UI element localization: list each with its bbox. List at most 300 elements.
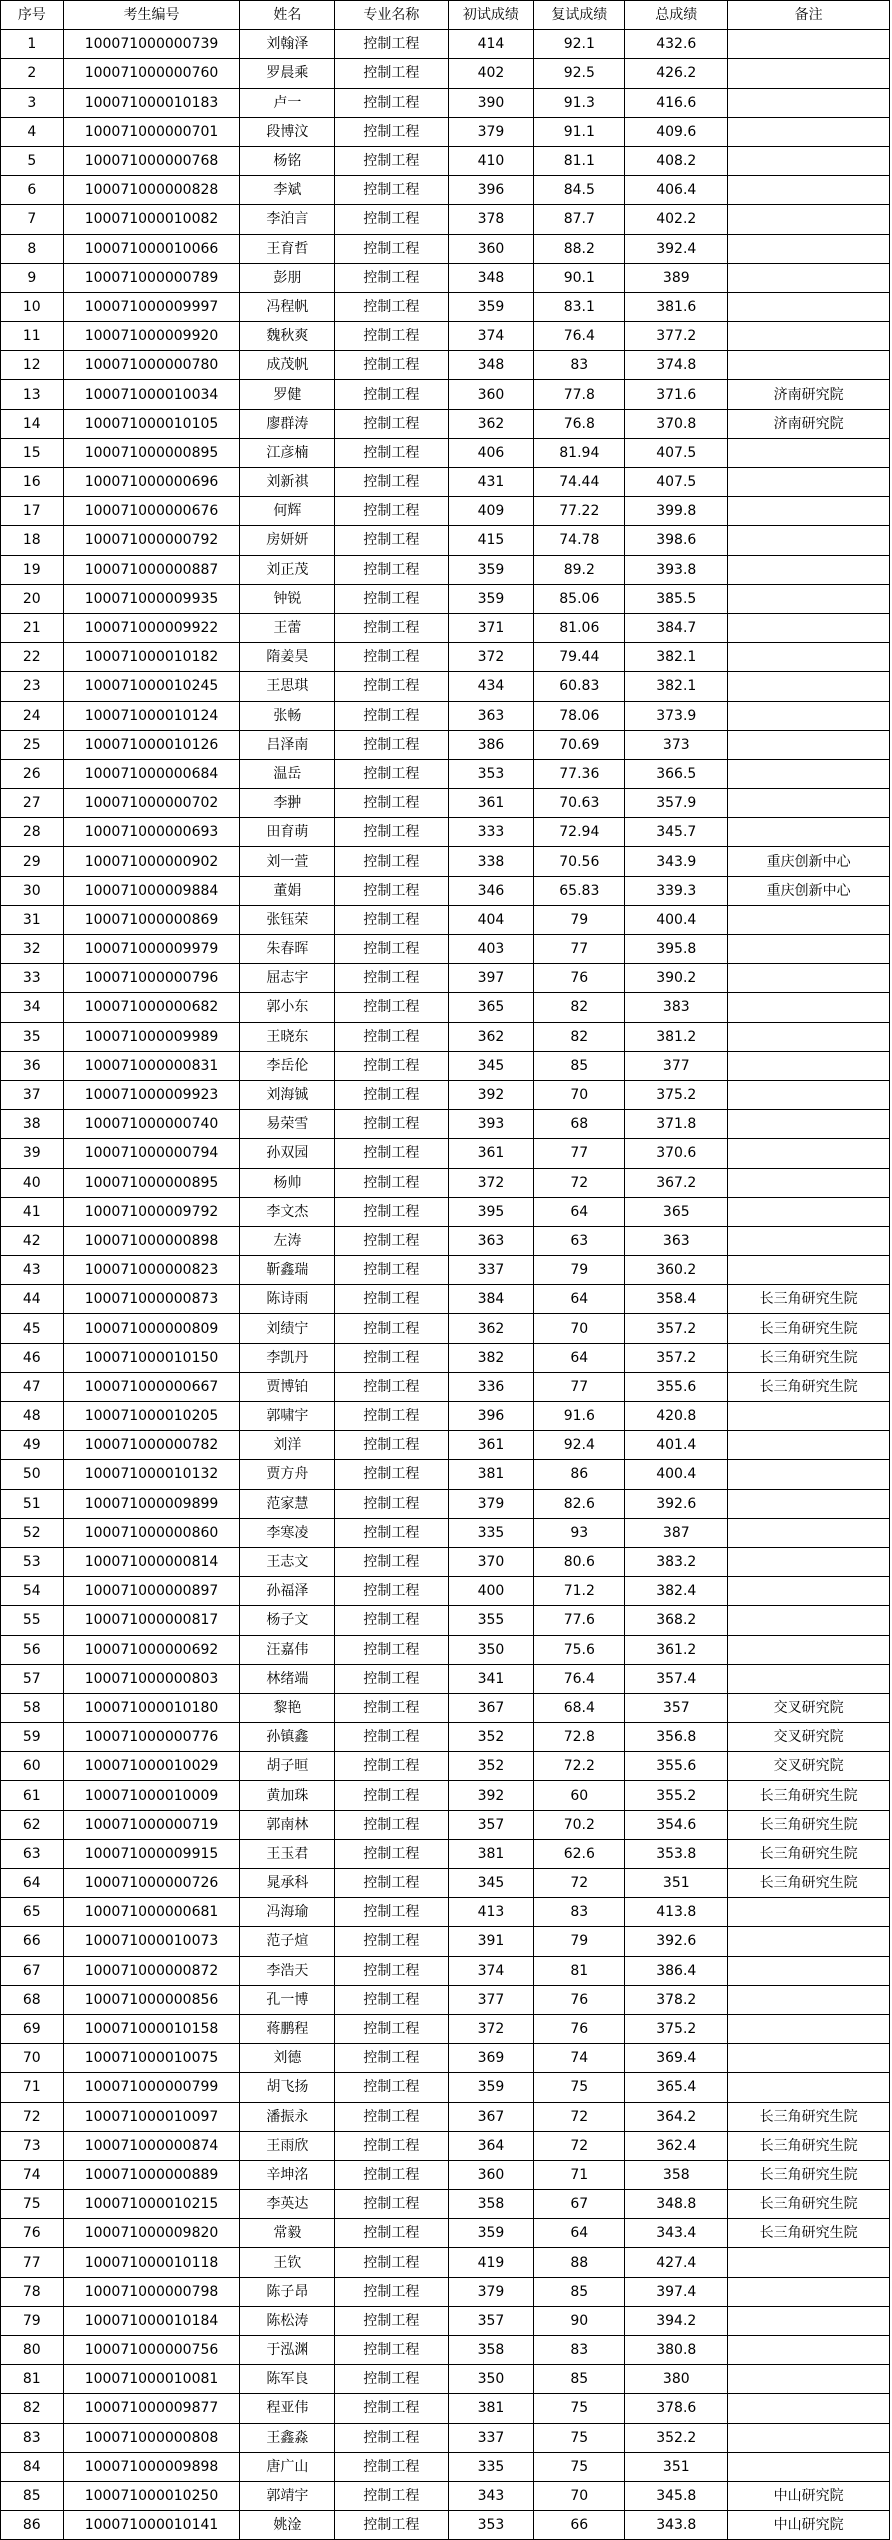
remark-cell: 济南研究院 [728,409,890,438]
total-score-cell: 392.6 [625,1927,728,1956]
name-cell: 段博汶 [240,117,335,146]
exam-id-cell: 100071000000873 [63,1285,240,1314]
name-cell: 隋姜昊 [240,643,335,672]
table-row [1,1577,890,1606]
name-cell: 陈诗雨 [240,1285,335,1314]
exam-id-cell: 100071000010118 [63,2248,240,2277]
total-score-cell: 343.4 [625,2219,728,2248]
table-row [1,1051,890,1080]
remark-cell [728,964,890,993]
total-score-cell: 383.2 [625,1547,728,1576]
total-score-cell: 384.7 [625,613,728,642]
table-row [1,584,890,613]
exam-id-cell: 100071000009923 [63,1080,240,1109]
retest-score-cell: 77 [534,935,625,964]
initial-score-cell: 362 [448,1022,534,1051]
seq-cell: 24 [1,701,64,730]
major-cell: 控制工程 [335,876,448,905]
initial-score-cell: 404 [448,905,534,934]
initial-score-cell: 397 [448,964,534,993]
table-row [1,497,890,526]
seq-cell: 63 [1,1839,64,1868]
retest-score-cell: 92.1 [534,30,625,59]
header-seq: 序号 [1,1,64,30]
initial-score-cell: 352 [448,1752,534,1781]
remark-cell [728,701,890,730]
exam-id-cell: 100071000000776 [63,1723,240,1752]
major-cell: 控制工程 [335,1898,448,1927]
initial-score-cell: 402 [448,59,534,88]
total-score-cell: 387 [625,1518,728,1547]
initial-score-cell: 378 [448,205,534,234]
exam-id-cell: 100071000000794 [63,1139,240,1168]
remark-cell: 长三角研究生院 [728,1839,890,1868]
seq-cell: 11 [1,322,64,351]
table-row [1,555,890,584]
exam-id-cell: 100071000000701 [63,117,240,146]
remark-cell [728,730,890,759]
seq-cell: 19 [1,555,64,584]
table-row [1,1080,890,1109]
table-row [1,1343,890,1372]
major-cell: 控制工程 [335,1956,448,1985]
table-row [1,351,890,380]
retest-score-cell: 75 [534,2394,625,2423]
remark-cell [728,613,890,642]
name-cell: 房妍妍 [240,526,335,555]
exam-id-cell: 100071000010205 [63,1402,240,1431]
total-score-cell: 377 [625,1051,728,1080]
total-score-cell: 358 [625,2160,728,2189]
initial-score-cell: 370 [448,1547,534,1576]
table-row [1,1956,890,1985]
header-exam-id: 考生编号 [63,1,240,30]
seq-cell: 73 [1,2131,64,2160]
name-cell: 杨铭 [240,146,335,175]
major-cell: 控制工程 [335,2481,448,2510]
total-score-cell: 365 [625,1197,728,1226]
major-cell: 控制工程 [335,643,448,672]
major-cell: 控制工程 [335,1226,448,1255]
remark-cell: 中山研究院 [728,2481,890,2510]
major-cell: 控制工程 [335,88,448,117]
total-score-cell: 381.6 [625,292,728,321]
initial-score-cell: 346 [448,876,534,905]
retest-score-cell: 64 [534,1197,625,1226]
remark-cell: 长三角研究生院 [728,1810,890,1839]
major-cell: 控制工程 [335,993,448,1022]
remark-cell [728,1110,890,1139]
name-cell: 范子煊 [240,1927,335,1956]
retest-score-cell: 74 [534,2044,625,2073]
exam-id-cell: 100071000010066 [63,234,240,263]
initial-score-cell: 379 [448,1489,534,1518]
name-cell: 李翀 [240,789,335,818]
seq-cell: 6 [1,176,64,205]
seq-cell: 48 [1,1402,64,1431]
total-score-cell: 392.4 [625,234,728,263]
retest-score-cell: 81.94 [534,438,625,467]
major-cell: 控制工程 [335,1314,448,1343]
exam-id-cell: 100071000000726 [63,1869,240,1898]
remark-cell [728,1985,890,2014]
major-cell: 控制工程 [335,1810,448,1839]
major-cell: 控制工程 [335,1664,448,1693]
exam-id-cell: 100071000000809 [63,1314,240,1343]
exam-id-cell: 100071000010124 [63,701,240,730]
seq-cell: 45 [1,1314,64,1343]
seq-cell: 13 [1,380,64,409]
retest-score-cell: 72 [534,1869,625,1898]
remark-cell [728,526,890,555]
total-score-cell: 375.2 [625,2014,728,2043]
remark-cell [728,468,890,497]
retest-score-cell: 82.6 [534,1489,625,1518]
retest-score-cell: 75 [534,2073,625,2102]
total-score-cell: 432.6 [625,30,728,59]
name-cell: 晁承科 [240,1869,335,1898]
initial-score-cell: 395 [448,1197,534,1226]
table-row [1,1723,890,1752]
initial-score-cell: 396 [448,1402,534,1431]
remark-cell: 长三角研究生院 [728,2219,890,2248]
initial-score-cell: 400 [448,1577,534,1606]
exam-id-cell: 100071000000719 [63,1810,240,1839]
seq-cell: 20 [1,584,64,613]
header-initial-score: 初试成绩 [448,1,534,30]
name-cell: 黄加珠 [240,1781,335,1810]
table-row [1,2102,890,2131]
name-cell: 程亚伟 [240,2394,335,2423]
seq-cell: 16 [1,468,64,497]
total-score-cell: 400.4 [625,1460,728,1489]
seq-cell: 54 [1,1577,64,1606]
remark-cell [728,1460,890,1489]
exam-id-cell: 100071000010215 [63,2190,240,2219]
table-row [1,1518,890,1547]
major-cell: 控制工程 [335,438,448,467]
initial-score-cell: 353 [448,2511,534,2540]
exam-id-cell: 100071000009899 [63,1489,240,1518]
seq-cell: 71 [1,2073,64,2102]
major-cell: 控制工程 [335,322,448,351]
exam-id-cell: 100071000000872 [63,1956,240,1985]
major-cell: 控制工程 [335,234,448,263]
retest-score-cell: 83 [534,351,625,380]
seq-cell: 15 [1,438,64,467]
exam-id-cell: 100071000010158 [63,2014,240,2043]
name-cell: 张畅 [240,701,335,730]
seq-cell: 56 [1,1635,64,1664]
seq-cell: 72 [1,2102,64,2131]
major-cell: 控制工程 [335,205,448,234]
major-cell: 控制工程 [335,2190,448,2219]
table-row [1,613,890,642]
major-cell: 控制工程 [335,1051,448,1080]
total-score-cell: 402.2 [625,205,728,234]
total-score-cell: 386.4 [625,1956,728,1985]
major-cell: 控制工程 [335,1431,448,1460]
table-row [1,789,890,818]
remark-cell [728,88,890,117]
exam-id-cell: 100071000000782 [63,1431,240,1460]
remark-cell: 长三角研究生院 [728,2102,890,2131]
remark-cell [728,146,890,175]
initial-score-cell: 364 [448,2131,534,2160]
exam-id-cell: 100071000010009 [63,1781,240,1810]
total-score-cell: 382.1 [625,672,728,701]
table-row [1,1168,890,1197]
remark-cell: 长三角研究生院 [728,2131,890,2160]
exam-id-cell: 100071000000756 [63,2336,240,2365]
exam-id-cell: 100071000010075 [63,2044,240,2073]
total-score-cell: 371.6 [625,380,728,409]
name-cell: 靳鑫瑞 [240,1256,335,1285]
seq-cell: 31 [1,905,64,934]
remark-cell [728,263,890,292]
retest-score-cell: 88 [534,2248,625,2277]
exam-id-cell: 100071000000808 [63,2423,240,2452]
total-score-cell: 373 [625,730,728,759]
initial-score-cell: 362 [448,1314,534,1343]
name-cell: 孙双园 [240,1139,335,1168]
exam-id-cell: 100071000000897 [63,1577,240,1606]
total-score-cell: 416.6 [625,88,728,117]
total-score-cell: 357.2 [625,1314,728,1343]
seq-cell: 35 [1,1022,64,1051]
retest-score-cell: 79.44 [534,643,625,672]
exam-id-cell: 100071000010105 [63,409,240,438]
seq-cell: 80 [1,2336,64,2365]
table-row [1,380,890,409]
total-score-cell: 368.2 [625,1606,728,1635]
retest-score-cell: 64 [534,1343,625,1372]
initial-score-cell: 358 [448,2336,534,2365]
retest-score-cell: 81.06 [534,613,625,642]
remark-cell [728,2452,890,2481]
seq-cell: 81 [1,2365,64,2394]
remark-cell [728,292,890,321]
exam-id-cell: 100071000000789 [63,263,240,292]
name-cell: 刘新祺 [240,468,335,497]
retest-score-cell: 70.2 [534,1810,625,1839]
major-cell: 控制工程 [335,759,448,788]
seq-cell: 49 [1,1431,64,1460]
total-score-cell: 397.4 [625,2277,728,2306]
major-cell: 控制工程 [335,935,448,964]
remark-cell [728,1577,890,1606]
name-cell: 孙镇鑫 [240,1723,335,1752]
total-score-cell: 352.2 [625,2423,728,2452]
seq-cell: 79 [1,2306,64,2335]
name-cell: 姚淦 [240,2511,335,2540]
exam-id-cell: 100071000000895 [63,1168,240,1197]
remark-cell: 重庆创新中心 [728,847,890,876]
name-cell: 郭南林 [240,1810,335,1839]
seq-cell: 60 [1,1752,64,1781]
table-row [1,1460,890,1489]
retest-score-cell: 87.7 [534,205,625,234]
exam-id-cell: 100071000000780 [63,351,240,380]
major-cell: 控制工程 [335,2044,448,2073]
total-score-cell: 409.6 [625,117,728,146]
remark-cell: 长三角研究生院 [728,1781,890,1810]
total-score-cell: 395.8 [625,935,728,964]
total-score-cell: 399.8 [625,497,728,526]
table-row [1,292,890,321]
total-score-cell: 371.8 [625,1110,728,1139]
name-cell: 朱春晖 [240,935,335,964]
exam-id-cell: 100071000000889 [63,2160,240,2189]
initial-score-cell: 365 [448,993,534,1022]
total-score-cell: 408.2 [625,146,728,175]
retest-score-cell: 76.4 [534,322,625,351]
name-cell: 江彦楠 [240,438,335,467]
initial-score-cell: 341 [448,1664,534,1693]
remark-cell [728,2277,890,2306]
name-cell: 贾博铂 [240,1372,335,1401]
retest-score-cell: 77.22 [534,497,625,526]
retest-score-cell: 90 [534,2306,625,2335]
seq-cell: 69 [1,2014,64,2043]
initial-score-cell: 336 [448,1372,534,1401]
retest-score-cell: 70.63 [534,789,625,818]
major-cell: 控制工程 [335,2394,448,2423]
initial-score-cell: 361 [448,1139,534,1168]
remark-cell [728,2365,890,2394]
retest-score-cell: 60.83 [534,672,625,701]
initial-score-cell: 396 [448,176,534,205]
initial-score-cell: 362 [448,409,534,438]
exam-id-cell: 100071000000696 [63,468,240,497]
header-name: 姓名 [240,1,335,30]
table-row [1,409,890,438]
total-score-cell: 343.9 [625,847,728,876]
retest-score-cell: 88.2 [534,234,625,263]
exam-id-cell: 100071000010182 [63,643,240,672]
retest-score-cell: 76.4 [534,1664,625,1693]
total-score-cell: 357 [625,1693,728,1722]
remark-cell [728,30,890,59]
seq-cell: 26 [1,759,64,788]
initial-score-cell: 414 [448,30,534,59]
initial-score-cell: 374 [448,322,534,351]
retest-score-cell: 66 [534,2511,625,2540]
major-cell: 控制工程 [335,2014,448,2043]
initial-score-cell: 379 [448,117,534,146]
total-score-cell: 366.5 [625,759,728,788]
table-row [1,2277,890,2306]
total-score-cell: 354.6 [625,1810,728,1839]
table-row [1,701,890,730]
remark-cell: 交叉研究院 [728,1693,890,1722]
retest-score-cell: 76.8 [534,409,625,438]
name-cell: 刘绩宁 [240,1314,335,1343]
initial-score-cell: 363 [448,701,534,730]
table-row [1,263,890,292]
table-row [1,1372,890,1401]
remark-cell [728,234,890,263]
exam-id-cell: 100071000010097 [63,2102,240,2131]
retest-score-cell: 70.56 [534,847,625,876]
table-row [1,2481,890,2510]
seq-cell: 25 [1,730,64,759]
table-row [1,117,890,146]
name-cell: 蒋鹏程 [240,2014,335,2043]
major-cell: 控制工程 [335,2219,448,2248]
table-row [1,2394,890,2423]
initial-score-cell: 372 [448,1168,534,1197]
exam-id-cell: 100071000009935 [63,584,240,613]
name-cell: 屈志宇 [240,964,335,993]
initial-score-cell: 392 [448,1781,534,1810]
retest-score-cell: 77.6 [534,1606,625,1635]
seq-cell: 42 [1,1226,64,1255]
exam-id-cell: 100071000010132 [63,1460,240,1489]
name-cell: 林绪端 [240,1664,335,1693]
major-cell: 控制工程 [335,1693,448,1722]
exam-id-cell: 100071000000874 [63,2131,240,2160]
initial-score-cell: 338 [448,847,534,876]
name-cell: 王晓东 [240,1022,335,1051]
name-cell: 胡子晅 [240,1752,335,1781]
initial-score-cell: 360 [448,2160,534,2189]
major-cell: 控制工程 [335,497,448,526]
seq-cell: 51 [1,1489,64,1518]
total-score-cell: 407.5 [625,468,728,497]
seq-cell: 75 [1,2190,64,2219]
table-row [1,2248,890,2277]
table-row [1,876,890,905]
seq-cell: 65 [1,1898,64,1927]
major-cell: 控制工程 [335,847,448,876]
name-cell: 刘正茂 [240,555,335,584]
name-cell: 刘一萱 [240,847,335,876]
total-score-cell: 427.4 [625,2248,728,2277]
table-row [1,2014,890,2043]
seq-cell: 57 [1,1664,64,1693]
seq-cell: 58 [1,1693,64,1722]
exam-id-cell: 100071000000796 [63,964,240,993]
retest-score-cell: 83 [534,1898,625,1927]
retest-score-cell: 81.1 [534,146,625,175]
remark-cell [728,2044,890,2073]
name-cell: 黎艳 [240,1693,335,1722]
remark-cell: 长三角研究生院 [728,2160,890,2189]
remark-cell [728,2394,890,2423]
seq-cell: 59 [1,1723,64,1752]
remark-cell [728,993,890,1022]
major-cell: 控制工程 [335,2365,448,2394]
major-cell: 控制工程 [335,1110,448,1139]
name-cell: 卢一 [240,88,335,117]
seq-cell: 50 [1,1460,64,1489]
total-score-cell: 345.7 [625,818,728,847]
name-cell: 常毅 [240,2219,335,2248]
exam-id-cell: 100071000000856 [63,1985,240,2014]
name-cell: 王鑫淼 [240,2423,335,2452]
retest-score-cell: 79 [534,1256,625,1285]
exam-id-cell: 100071000009989 [63,1022,240,1051]
exam-id-cell: 100071000009884 [63,876,240,905]
initial-score-cell: 393 [448,1110,534,1139]
initial-score-cell: 369 [448,2044,534,2073]
initial-score-cell: 350 [448,2365,534,2394]
major-cell: 控制工程 [335,2423,448,2452]
name-cell: 李文杰 [240,1197,335,1226]
initial-score-cell: 391 [448,1927,534,1956]
total-score-cell: 357.9 [625,789,728,818]
